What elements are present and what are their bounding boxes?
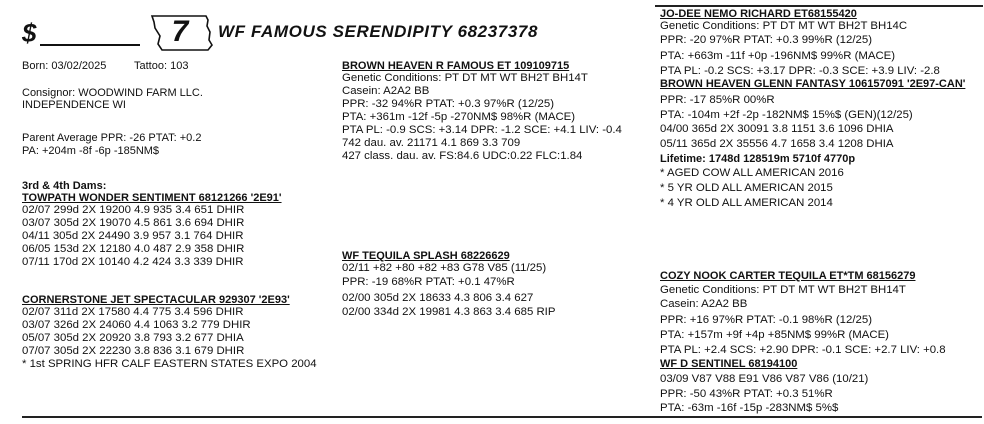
dam-info-line: 02/11 +82 +80 +82 +83 G78 V85 (11/25) [342, 262, 547, 274]
third-dam-record: 07/11 170d 2X 10140 4.2 424 3.3 339 DHIR [22, 256, 244, 268]
lifetime-record: Lifetime: 1748d 128519m 5710f 4770p [660, 153, 856, 165]
dam-sire-name: COZY NOOK CARTER TEQUILA ET*TM 68156279 [660, 270, 916, 282]
price-symbol: $ [22, 18, 37, 48]
third-dam-record: 03/07 305d 2X 19070 4.5 861 3.6 694 DHIR [22, 217, 245, 229]
dam-info-line: 02/00 305d 2X 18633 4.3 806 3.4 627 [342, 292, 534, 304]
third-dam-record: 04/11 305d 2X 24490 3.9 957 3.1 764 DHIR [22, 230, 244, 242]
price-blank-line [40, 44, 140, 46]
bottom-rule [22, 416, 982, 418]
dams-heading: 3rd & 4th Dams: [22, 180, 107, 192]
parent-average-line-2: PA: +204m -8f -6p -185NM$ [22, 145, 160, 157]
expo-note: * 1st SPRING HFR CALF EASTERN STATES EXPO 2004 [22, 358, 317, 370]
dam-dam-name: WF D SENTINEL 68194100 [660, 358, 798, 370]
third-dam-name: TOWPATH WONDER SENTIMENT 68121266 '2E91' [22, 192, 282, 204]
dam-dam-info-line: PPR: -50 43%R PTAT: +0.3 51%R [660, 388, 833, 400]
dam-dam-info-line: 03/09 V87 V88 E91 V86 V87 V86 (10/21) [660, 373, 869, 385]
dam-info-line: PPR: -19 68%R PTAT: +0.1 47%R [342, 276, 515, 288]
fourth-dam-name: CORNERSTONE JET SPECTACULAR 929307 '2E93' [22, 294, 290, 306]
consignor-line-1: Consignor: WOODWIND FARM LLC. [22, 87, 203, 99]
lot-number: 7 [171, 15, 189, 48]
sire-info-line: PTA: +361m -12f -5p -270NM$ 98%R (MACE) [342, 111, 576, 123]
sire-info-line: PPR: -32 94%R PTAT: +0.3 97%R (12/25) [342, 98, 554, 110]
tattoo: Tattoo: 103 [134, 60, 189, 72]
award-line: * 4 YR OLD ALL AMERICAN 2014 [660, 197, 833, 209]
fourth-dam-record: 03/07 326d 2X 24060 4.4 1063 3.2 779 DHIR [22, 319, 251, 331]
consignor-line-2: INDEPENDENCE WI [22, 99, 126, 111]
sire-sire-info-line: PTA PL: -0.2 SCS: +3.17 DPR: -0.3 SCE: +3.9 LIV: -2.8 [660, 65, 940, 77]
sire-sire-info-line: Genetic Conditions: PT DT MT WT BH2T BH14C [660, 20, 908, 32]
dam-info-line: 02/00 334d 2X 19981 4.3 863 3.4 685 RIP [342, 306, 556, 318]
top-rule [655, 5, 983, 7]
sire-sire-info-line: PTA: +663m -11f +0p -196NM$ 99%R (MACE) [660, 50, 896, 62]
sire-sire-name: JO-DEE NEMO RICHARD ET68155420 [660, 8, 857, 20]
sire-dam-info-line: 05/11 365d 2X 35556 4.7 1658 3.4 1208 DHIA [660, 138, 894, 150]
animal-name: WF FAMOUS SERENDIPITY 68237378 [218, 22, 539, 41]
sire-sire-info-line: PPR: -20 97%R PTAT: +0.3 99%R (12/25) [660, 34, 872, 46]
fourth-dam-record: 05/07 305d 2X 20920 3.8 793 3.2 677 DHIA [22, 332, 244, 344]
dam-sire-info-line: Genetic Conditions: PT DT MT WT BH2T BH14T [660, 284, 906, 296]
parent-average-line-1: Parent Average PPR: -26 PTAT: +0.2 [22, 132, 202, 144]
dam-sire-info-line: PTA PL: +2.4 SCS: +2.90 DPR: -0.1 SCE: +2.7 LIV: +0.8 [660, 344, 946, 356]
sire-dam-info-line: PTA: -104m +2f -2p -182NM$ 15%$ (GEN)(12/25) [660, 109, 913, 121]
dam-sire-info-line: PPR: +16 97%R PTAT: -0.1 98%R (12/25) [660, 314, 872, 326]
dam-dam-info-line: PTA: -63m -16f -15p -283NM$ 5%$ [660, 402, 839, 414]
sire-info-line: 742 dau. av. 21171 4.1 869 3.3 709 [342, 137, 521, 149]
dam-name: WF TEQUILA SPLASH 68226629 [342, 250, 510, 262]
third-dam-record: 06/05 153d 2X 12180 4.0 487 2.9 358 DHIR [22, 243, 245, 255]
sire-dam-info-line: PPR: -17 85%R 00%R [660, 94, 775, 106]
dam-sire-info-line: Casein: A2A2 BB [660, 298, 748, 310]
sire-name: BROWN HEAVEN R FAMOUS ET 109109715 [342, 60, 570, 72]
award-line: * 5 YR OLD ALL AMERICAN 2015 [660, 182, 833, 194]
sire-info-line: PTA PL: -0.9 SCS: +3.14 DPR: -1.2 SCE: +4.1 LIV: -0.4 [342, 124, 622, 136]
sire-info-line: Genetic Conditions: PT DT MT WT BH2T BH14T [342, 72, 588, 84]
third-dam-record: 02/07 299d 2X 19200 4.9 935 3.4 651 DHIR [22, 204, 245, 216]
sire-info-line: Casein: A2A2 BB [342, 85, 430, 97]
fourth-dam-record: 07/07 305d 2X 22230 3.8 836 3.1 679 DHIR [22, 345, 245, 357]
sire-dam-name: BROWN HEAVEN GLENN FANTASY 106157091 '2E97-CAN' [660, 78, 966, 90]
sire-info-line: 427 class. dau. av. FS:84.6 UDC:0.22 FLC:1.84 [342, 150, 583, 162]
birth-date: Born: 03/02/2025 [22, 60, 107, 72]
dam-sire-info-line: PTA: +157m +9f +4p +85NM$ 99%R (MACE) [660, 329, 889, 341]
fourth-dam-record: 02/07 311d 2X 17580 4.4 775 3.4 596 DHIR [22, 306, 244, 318]
sire-dam-info-line: 04/00 365d 2X 30091 3.8 1151 3.6 1096 DHIA [660, 123, 894, 135]
award-line: * AGED COW ALL AMERICAN 2016 [660, 167, 844, 179]
